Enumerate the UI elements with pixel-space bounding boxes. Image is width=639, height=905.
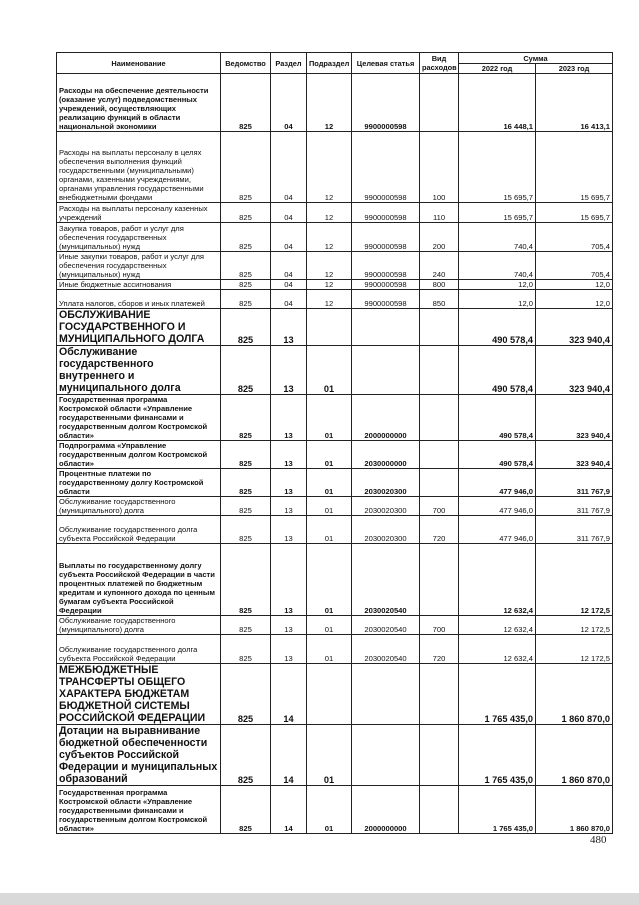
header-sum: Сумма [459,53,613,64]
table-cell-expense-type [420,74,459,132]
table-cell-target: 9900000598 [352,280,420,290]
table-cell-dept: 825 [221,346,271,395]
table-cell-sum-2023: 16 413,1 [536,74,613,132]
table-cell-name: Обслуживание государственного (муниципального) долга [57,497,221,516]
table-cell-dept: 825 [221,395,271,441]
table-cell-section: 13 [271,544,307,616]
header-dept: Ведомство [221,53,271,74]
table-cell-expense-type [420,309,459,346]
header-target: Целевая статья [352,53,420,74]
table-row [57,280,613,290]
table-cell-sum-2023: 15 695,7 [536,132,613,203]
table-cell-sum-2022: 1 765 435,0 [459,725,536,786]
table-cell-section: 14 [271,664,307,725]
table-cell-subsection: 12 [307,223,352,252]
header-name: Наименование [57,53,221,74]
table-cell-expense-type: 100 [420,132,459,203]
table-cell-name: Обслуживание государственного долга субъекта Российской Федерации [57,635,221,664]
table-cell-expense-type [420,441,459,469]
table-cell-section: 13 [271,516,307,544]
table-cell-subsection: 12 [307,280,352,290]
table-cell-expense-type: 720 [420,516,459,544]
table-cell-section: 13 [271,346,307,395]
table-cell-section: 13 [271,497,307,516]
table-cell-dept: 825 [221,786,271,834]
table-cell-sum-2023: 311 767,9 [536,516,613,544]
table-cell-target: 9900000598 [352,252,420,280]
header-year-2023: 2023 год [536,64,613,74]
table-cell-section: 04 [271,252,307,280]
table-cell-name: Иные закупки товаров, работ и услуг для обеспечения государственных (муниципальных) нужд [57,252,221,280]
table-row [57,544,613,616]
table-row [57,74,613,132]
table-cell-subsection [307,664,352,725]
table-cell-subsection: 01 [307,544,352,616]
table-cell-target [352,346,420,395]
table-cell-subsection: 01 [307,441,352,469]
table-cell-target: 2030020540 [352,616,420,635]
table-row [57,516,613,544]
table-cell-expense-type: 200 [420,223,459,252]
table-row [57,616,613,635]
table-cell-subsection: 12 [307,290,352,309]
table-cell-sum-2023: 705,4 [536,223,613,252]
table-cell-sum-2023: 12 172,5 [536,635,613,664]
table-cell-sum-2023: 1 860 870,0 [536,664,613,725]
table-cell-target: 9900000598 [352,74,420,132]
table-cell-sum-2022: 740,4 [459,223,536,252]
table-cell-section: 13 [271,309,307,346]
budget-sheet [56,52,613,834]
table-cell-dept: 825 [221,290,271,309]
table-cell-subsection: 01 [307,346,352,395]
table-row [57,725,613,786]
table-cell-target: 9900000598 [352,290,420,309]
table-cell-dept: 825 [221,74,271,132]
table-cell-target: 2030020300 [352,497,420,516]
table-cell-expense-type [420,395,459,441]
table-cell-sum-2023: 323 940,4 [536,395,613,441]
table-cell-expense-type: 850 [420,290,459,309]
table-row [57,664,613,725]
table-cell-sum-2022: 16 448,1 [459,74,536,132]
table-cell-section: 04 [271,223,307,252]
table-cell-target: 2030020300 [352,469,420,497]
header-subsection: Подраздел [307,53,352,74]
table-row [57,786,613,834]
table-cell-sum-2023: 15 695,7 [536,203,613,223]
table-cell-name: Расходы на выплаты персоналу в целях обеспечения выполнения функций государственными (муниципальными) органами, казенными учреждениями, органами управления государственными внебюджетными фондами [57,132,221,203]
table-cell-name: ОБСЛУЖИВАНИЕ ГОСУДАРСТВЕННОГО И МУНИЦИПАЛЬНОГО ДОЛГА [57,309,221,346]
table-cell-subsection [307,309,352,346]
table-cell-sum-2023: 12,0 [536,280,613,290]
table-cell-dept: 825 [221,132,271,203]
table-row [57,203,613,223]
table-cell-expense-type: 700 [420,616,459,635]
table-cell-dept: 825 [221,664,271,725]
table-row [57,441,613,469]
table-cell-sum-2023: 12,0 [536,290,613,309]
table-cell-expense-type [420,469,459,497]
table-cell-dept: 825 [221,725,271,786]
table-cell-name: Государственная программа Костромской области «Управление государственными финансами и государственным долгом Костромской области» [57,786,221,834]
table-cell-expense-type [420,544,459,616]
table-cell-sum-2022: 1 765 435,0 [459,786,536,834]
table-cell-section: 04 [271,132,307,203]
table-cell-dept: 825 [221,635,271,664]
table-cell-name: Уплата налогов, сборов и иных платежей [57,290,221,309]
table-cell-sum-2022: 12,0 [459,280,536,290]
table-row [57,395,613,441]
table-cell-name: Процентные платежи по государственному долгу Костромской области [57,469,221,497]
table-cell-dept: 825 [221,309,271,346]
page-number: 480 [590,834,607,846]
table-cell-sum-2022: 15 695,7 [459,132,536,203]
table-cell-section: 13 [271,469,307,497]
table-cell-name: Подпрограмма «Управление государственным долгом Костромской области» [57,441,221,469]
table-cell-section: 13 [271,616,307,635]
table-cell-target [352,309,420,346]
table-cell-name: Расходы на выплаты персоналу казенных учреждений [57,203,221,223]
table-cell-subsection: 01 [307,786,352,834]
table-cell-sum-2022: 490 578,4 [459,309,536,346]
table-cell-dept: 825 [221,280,271,290]
table-row [57,469,613,497]
table-row [57,497,613,516]
table-cell-sum-2022: 12 632,4 [459,544,536,616]
table-cell-sum-2022: 477 946,0 [459,516,536,544]
header-expense-type: Вид расходов [420,53,459,74]
table-cell-expense-type [420,346,459,395]
table-cell-subsection: 12 [307,132,352,203]
table-row [57,309,613,346]
table-cell-name: МЕЖБЮДЖЕТНЫЕ ТРАНСФЕРТЫ ОБЩЕГО ХАРАКТЕРА БЮДЖЕТАМ БЮДЖЕТНОЙ СИСТЕМЫ РОССИЙСКОЙ ФЕДЕРАЦИИ [57,664,221,725]
table-cell-sum-2023: 12 172,5 [536,544,613,616]
table-cell-dept: 825 [221,252,271,280]
table-cell-sum-2023: 1 860 870,0 [536,725,613,786]
table-cell-name: Иные бюджетные ассигнования [57,280,221,290]
table-cell-subsection: 01 [307,497,352,516]
table-cell-dept: 825 [221,516,271,544]
table-cell-sum-2022: 490 578,4 [459,395,536,441]
table-cell-target [352,725,420,786]
table-cell-sum-2023: 311 767,9 [536,497,613,516]
table-cell-subsection: 12 [307,74,352,132]
table-cell-name: Выплаты по государственному долгу субъекта Российской Федерации в части процентных платежей по бюджетным кредитам и купонного дохода по ценным бумагам субъекта Российской Федерации [57,544,221,616]
table-cell-sum-2023: 311 767,9 [536,469,613,497]
table-cell-sum-2022: 477 946,0 [459,497,536,516]
table-cell-subsection: 01 [307,395,352,441]
table-cell-subsection: 12 [307,203,352,223]
table-cell-expense-type: 240 [420,252,459,280]
table-cell-sum-2023: 1 860 870,0 [536,786,613,834]
table-cell-name: Обслуживание государственного долга субъекта Российской Федерации [57,516,221,544]
table-cell-subsection: 01 [307,635,352,664]
table-cell-expense-type: 110 [420,203,459,223]
table-cell-dept: 825 [221,497,271,516]
table-cell-expense-type [420,786,459,834]
table-cell-target: 2030020540 [352,635,420,664]
table-cell-dept: 825 [221,616,271,635]
table-row [57,252,613,280]
table-cell-dept: 825 [221,441,271,469]
table-cell-target: 2030000000 [352,441,420,469]
table-cell-sum-2023: 12 172,5 [536,616,613,635]
header-year-2022: 2022 год [459,64,536,74]
table-cell-section: 04 [271,290,307,309]
table-cell-sum-2023: 323 940,4 [536,441,613,469]
table-cell-target: 9900000598 [352,223,420,252]
table-cell-section: 04 [271,203,307,223]
table-row [57,223,613,252]
table-cell-section: 14 [271,786,307,834]
table-cell-sum-2022: 15 695,7 [459,203,536,223]
table-cell-dept: 825 [221,203,271,223]
table-row [57,635,613,664]
table-cell-target: 2030020540 [352,544,420,616]
table-cell-section: 04 [271,74,307,132]
table-cell-sum-2022: 477 946,0 [459,469,536,497]
table-cell-sum-2022: 740,4 [459,252,536,280]
table-cell-expense-type: 700 [420,497,459,516]
table-cell-expense-type [420,725,459,786]
table-cell-target: 2030020300 [352,516,420,544]
table-cell-name: Дотации на выравнивание бюджетной обеспеченности субъектов Российской Федерации и муниципальных образований [57,725,221,786]
table-cell-target: 9900000598 [352,203,420,223]
table-cell-subsection: 01 [307,469,352,497]
table-cell-sum-2023: 705,4 [536,252,613,280]
table-cell-target [352,664,420,725]
table-cell-sum-2022: 490 578,4 [459,441,536,469]
budget-table [56,52,613,834]
scan-bottom-strip [0,893,639,905]
table-cell-target: 9900000598 [352,132,420,203]
table-cell-section: 14 [271,725,307,786]
table-cell-name: Расходы на обеспечение деятельности (оказание услуг) подведомственных учреждений, осуществляющих реализацию функций в области национальной экономики [57,74,221,132]
table-cell-name: Закупка товаров, работ и услуг для обеспечения государственных (муниципальных) нужд [57,223,221,252]
table-row [57,346,613,395]
table-cell-subsection: 01 [307,516,352,544]
table-cell-name: Обслуживание государственного (муниципального) долга [57,616,221,635]
table-cell-sum-2023: 323 940,4 [536,309,613,346]
table-cell-subsection: 12 [307,252,352,280]
table-cell-sum-2022: 12,0 [459,290,536,309]
table-cell-target: 2000000000 [352,395,420,441]
table-cell-sum-2022: 12 632,4 [459,616,536,635]
table-cell-dept: 825 [221,469,271,497]
header-section: Раздел [271,53,307,74]
table-cell-target: 2000000000 [352,786,420,834]
table-cell-section: 13 [271,395,307,441]
table-cell-section: 13 [271,441,307,469]
table-cell-dept: 825 [221,223,271,252]
table-row [57,132,613,203]
table-cell-expense-type [420,664,459,725]
table-cell-sum-2023: 323 940,4 [536,346,613,395]
table-cell-name: Государственная программа Костромской области «Управление государственными финансами и государственным долгом Костромской области» [57,395,221,441]
table-cell-section: 04 [271,280,307,290]
table-row [57,290,613,309]
table-body [57,74,613,834]
table-cell-subsection: 01 [307,616,352,635]
table-cell-subsection: 01 [307,725,352,786]
table-cell-sum-2022: 1 765 435,0 [459,664,536,725]
table-cell-name: Обслуживание государственного внутреннего и муниципального долга [57,346,221,395]
table-cell-section: 13 [271,635,307,664]
table-cell-sum-2022: 12 632,4 [459,635,536,664]
table-cell-dept: 825 [221,544,271,616]
table-cell-expense-type: 720 [420,635,459,664]
table-cell-sum-2022: 490 578,4 [459,346,536,395]
table-cell-expense-type: 800 [420,280,459,290]
